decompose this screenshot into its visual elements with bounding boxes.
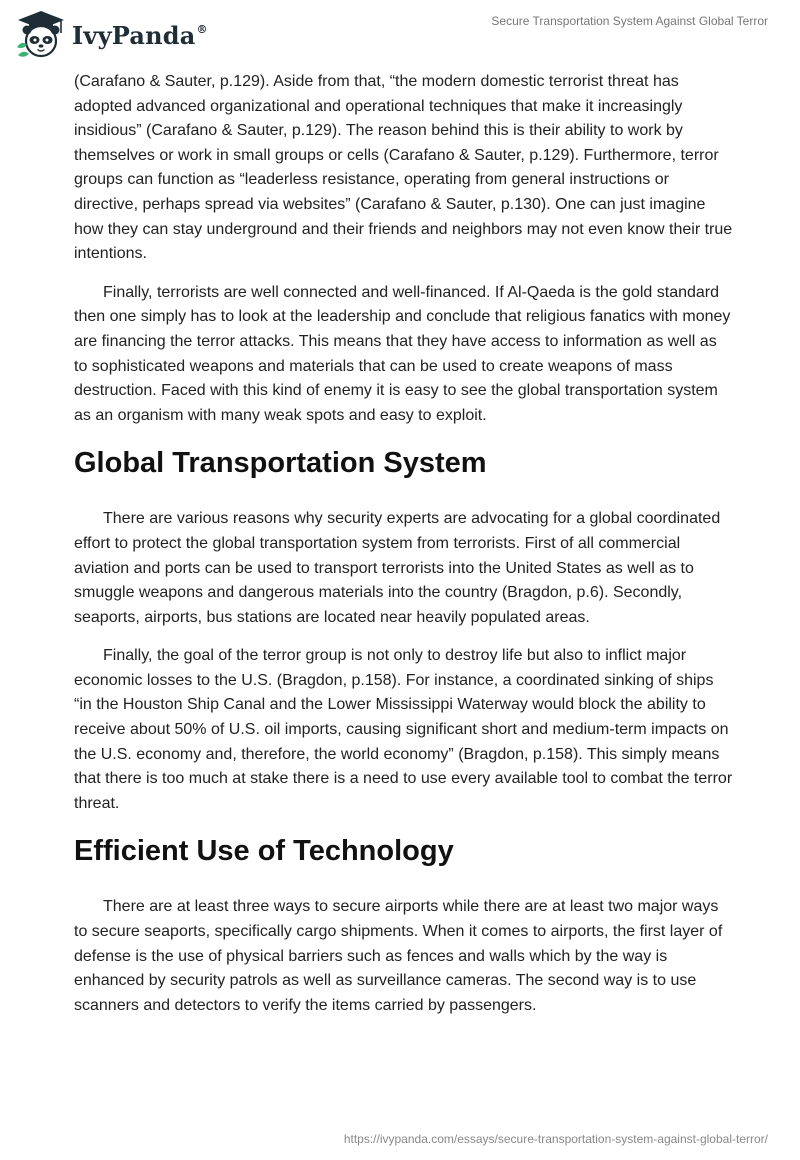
source-url-link[interactable]: https://ivypanda.com/essays/secure-transportation-system-against-global-terror/ — [343, 1132, 768, 1146]
paragraph-2: Finally, terrorists are well connected and well-financed. If Al-Qaeda is the gold standard then one simply has to look at the leadership and conclude that religious fanatics with money are financing the terror attacks. This means that they have access to information as well as to sophisticated weapons and materials that can be used to create weapons of mass destruction. Faced with this kind of enemy it is easy to see the global transportation system as an organism with many weak spots and easy to exploit. — [74, 283, 731, 424]
heading-global-transportation-system: Global Transportation System — [74, 447, 487, 480]
essay-content — [74, 70, 734, 1032]
paragraph-3: There are various reasons why security experts are advocating for a global coordinated effort to protect the global transportation system from terrorists. First of all commercial aviation and ports can be used to transport terrorists into the United States as well as to smuggle weapons and dangerous materials into the country (Bragdon, p.6). Secondly, seaports, airports, bus stations are located near heavily populated areas. — [74, 510, 721, 626]
panda-graduate-icon — [14, 9, 68, 59]
heading-efficient-use-of-technology: Efficient Use of Technology — [74, 835, 454, 868]
ivypanda-logo[interactable] — [14, 9, 208, 59]
logo-wordmark: IvyPanda® — [72, 20, 208, 50]
page-header — [0, 0, 800, 70]
paragraph-5: There are at least three ways to secure airports while there are at least two major ways to secure seaports, specifically cargo shipments. When it comes to airports, the first layer of defense is the use of physical barriers such as fences and walls which by the way is enhanced by security patrols as well as surveillance cameras. The second way is to use scanners and detectors to verify the items carried by passengers. — [74, 898, 723, 1014]
document-title: Secure Transportation System Against Global Terror — [491, 14, 768, 28]
paragraph-1: (Carafano & Sauter, p.129). Aside from that, “the modern domestic terrorist threat has adopted advanced organizational and operational techniques that make it increasingly insidious” (Carafano & Sauter, p.129). The reason behind this is their ability to work by themselves or work in small groups or cells (Carafano & Sauter, p.129). Furthermore, terror groups can function as “leaderless resistance, operating from general instructions or directive, perhaps spread via websites” (Carafano & Sauter, p.130). One can just imagine how they can stay underground and their friends and neighbors may not even know their true intentions. — [74, 73, 733, 263]
paragraph-4: Finally, the goal of the terror group is not only to destroy life but also to inflict major economic losses to the U.S. (Bragdon, p.158). For instance, a coordinated sinking of ships “in the Houston Ship Canal and the Lower Mississippi Waterway would block the ability to receive about 50% of U.S. oil imports, causing significant short and medium-term impacts on the U.S. economy and, therefore, the world economy” (Bragdon, p.158). This simply means that there is too much at stake there is a need to use every available tool to combat the terror threat. — [74, 647, 733, 812]
